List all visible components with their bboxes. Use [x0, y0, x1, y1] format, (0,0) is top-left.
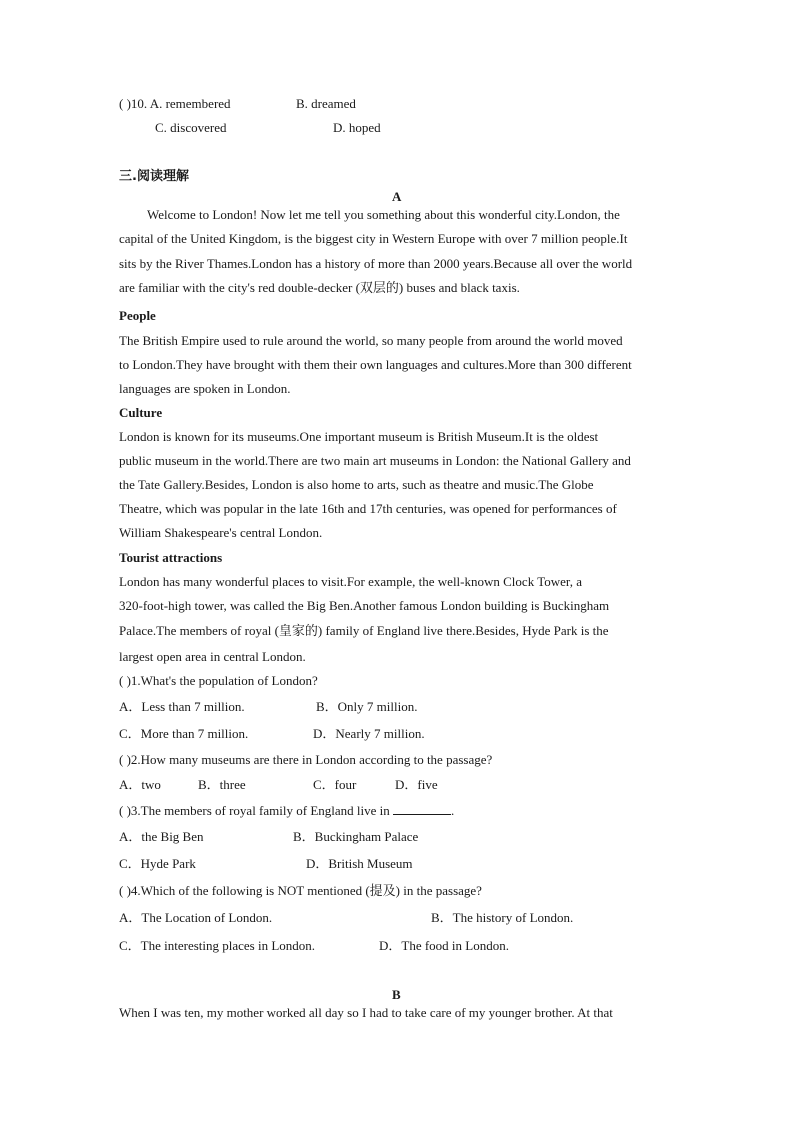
question-3-option-a: A．the Big Ben: [119, 829, 204, 844]
passage-b-line: When I was ten, my mother worked all day so I had to take care of my younger brother. At that: [119, 1005, 613, 1020]
question-3-stem-end: .: [451, 803, 455, 818]
culture-line: William Shakespeare's central London.: [119, 525, 323, 540]
q10-line1: [119, 96, 231, 112]
q10-option-b: B. dreamed: [296, 96, 356, 111]
question-3-option-d: D．British Museum: [306, 856, 413, 871]
question-4-option-d: D．The food in London.: [379, 938, 509, 953]
question-2-option-b: B．three: [198, 777, 246, 792]
question-4-stem: ( )4.Which of the following is NOT mentioned (提及) in the passage?: [119, 883, 482, 898]
passage-a-line: are familiar with the city's red double-decker (双层的) buses and black taxis.: [119, 280, 520, 295]
question-4-option-a: A．The Location of London.: [119, 910, 273, 925]
culture-line: London is known for its museums.One important museum is British Museum.It is the oldest: [119, 429, 599, 444]
q10-option-d: D. hoped: [333, 120, 381, 135]
q10-option-c: C. discovered: [155, 120, 227, 135]
passage-a-line: sits by the River Thames.London has a history of more than 2000 years.Because all over the world: [119, 256, 633, 271]
question-2-stem: ( )2.How many museums are there in London according to the passage?: [119, 752, 493, 767]
question-3-stem: ( )3.The members of royal family of England live in: [119, 803, 390, 818]
passage-a-line: Welcome to London! Now let me tell you something about this wonderful city.London, the: [147, 207, 620, 222]
people-line: languages are spoken in London.: [119, 381, 291, 396]
culture-line: the Tate Gallery.Besides, London is also home to arts, such as theatre and music.The Globe: [119, 477, 594, 492]
tourist-heading: Tourist attractions: [119, 550, 223, 565]
culture-heading: Culture: [119, 405, 163, 420]
q10-option-a: ( )10. A. remembered: [119, 96, 231, 111]
question-4-option-c: C．The interesting places in London.: [119, 938, 316, 953]
question-2-option-c: C．four: [313, 777, 357, 792]
question-1-option-a: A．Less than 7 million.: [119, 699, 245, 714]
culture-line: Theatre, which was popular in the late 16th and 17th centuries, was opened for performances of: [119, 501, 617, 516]
question-1-option-d: D．Nearly 7 million.: [313, 726, 425, 741]
passage-a-label: A: [392, 189, 402, 204]
question-4-option-b: B．The history of London.: [431, 910, 574, 925]
tourist-line: largest open area in central London.: [119, 649, 306, 664]
section-heading: 三.阅读理解: [119, 169, 189, 184]
passage-a-line: capital of the United Kingdom, is the biggest city in Western Europe with over 7 million people.It: [119, 231, 628, 246]
question-1-option-b: B．Only 7 million.: [316, 699, 418, 714]
tourist-line: London has many wonderful places to visit.For example, the well-known Clock Tower, a: [119, 574, 582, 589]
passage-b-label: B: [392, 987, 401, 1002]
people-heading: People: [119, 308, 156, 323]
people-line: The British Empire used to rule around the world, so many people from around the world moved: [119, 333, 623, 348]
question-2-option-a: A．two: [119, 777, 161, 792]
answer-blank: [393, 804, 451, 815]
culture-line: public museum in the world.There are two main art museums in London: the National Gallery and: [119, 453, 631, 468]
question-1-stem: ( )1.What's the population of London?: [119, 673, 318, 688]
tourist-line: Palace.The members of royal (皇家的) family of England live there.Besides, Hyde Park is the: [119, 623, 609, 638]
question-3-stem-line: [119, 803, 454, 819]
tourist-line: 320-foot-high tower, was called the Big Ben.Another famous London building is Buckingham: [119, 598, 610, 613]
question-1-option-c: C．More than 7 million.: [119, 726, 249, 741]
question-3-option-c: C．Hyde Park: [119, 856, 196, 871]
question-2-option-d: D．five: [395, 777, 438, 792]
people-line: to London.They have brought with them their own languages and cultures.More than 300 different: [119, 357, 632, 372]
question-3-option-b: B．Buckingham Palace: [293, 829, 419, 844]
